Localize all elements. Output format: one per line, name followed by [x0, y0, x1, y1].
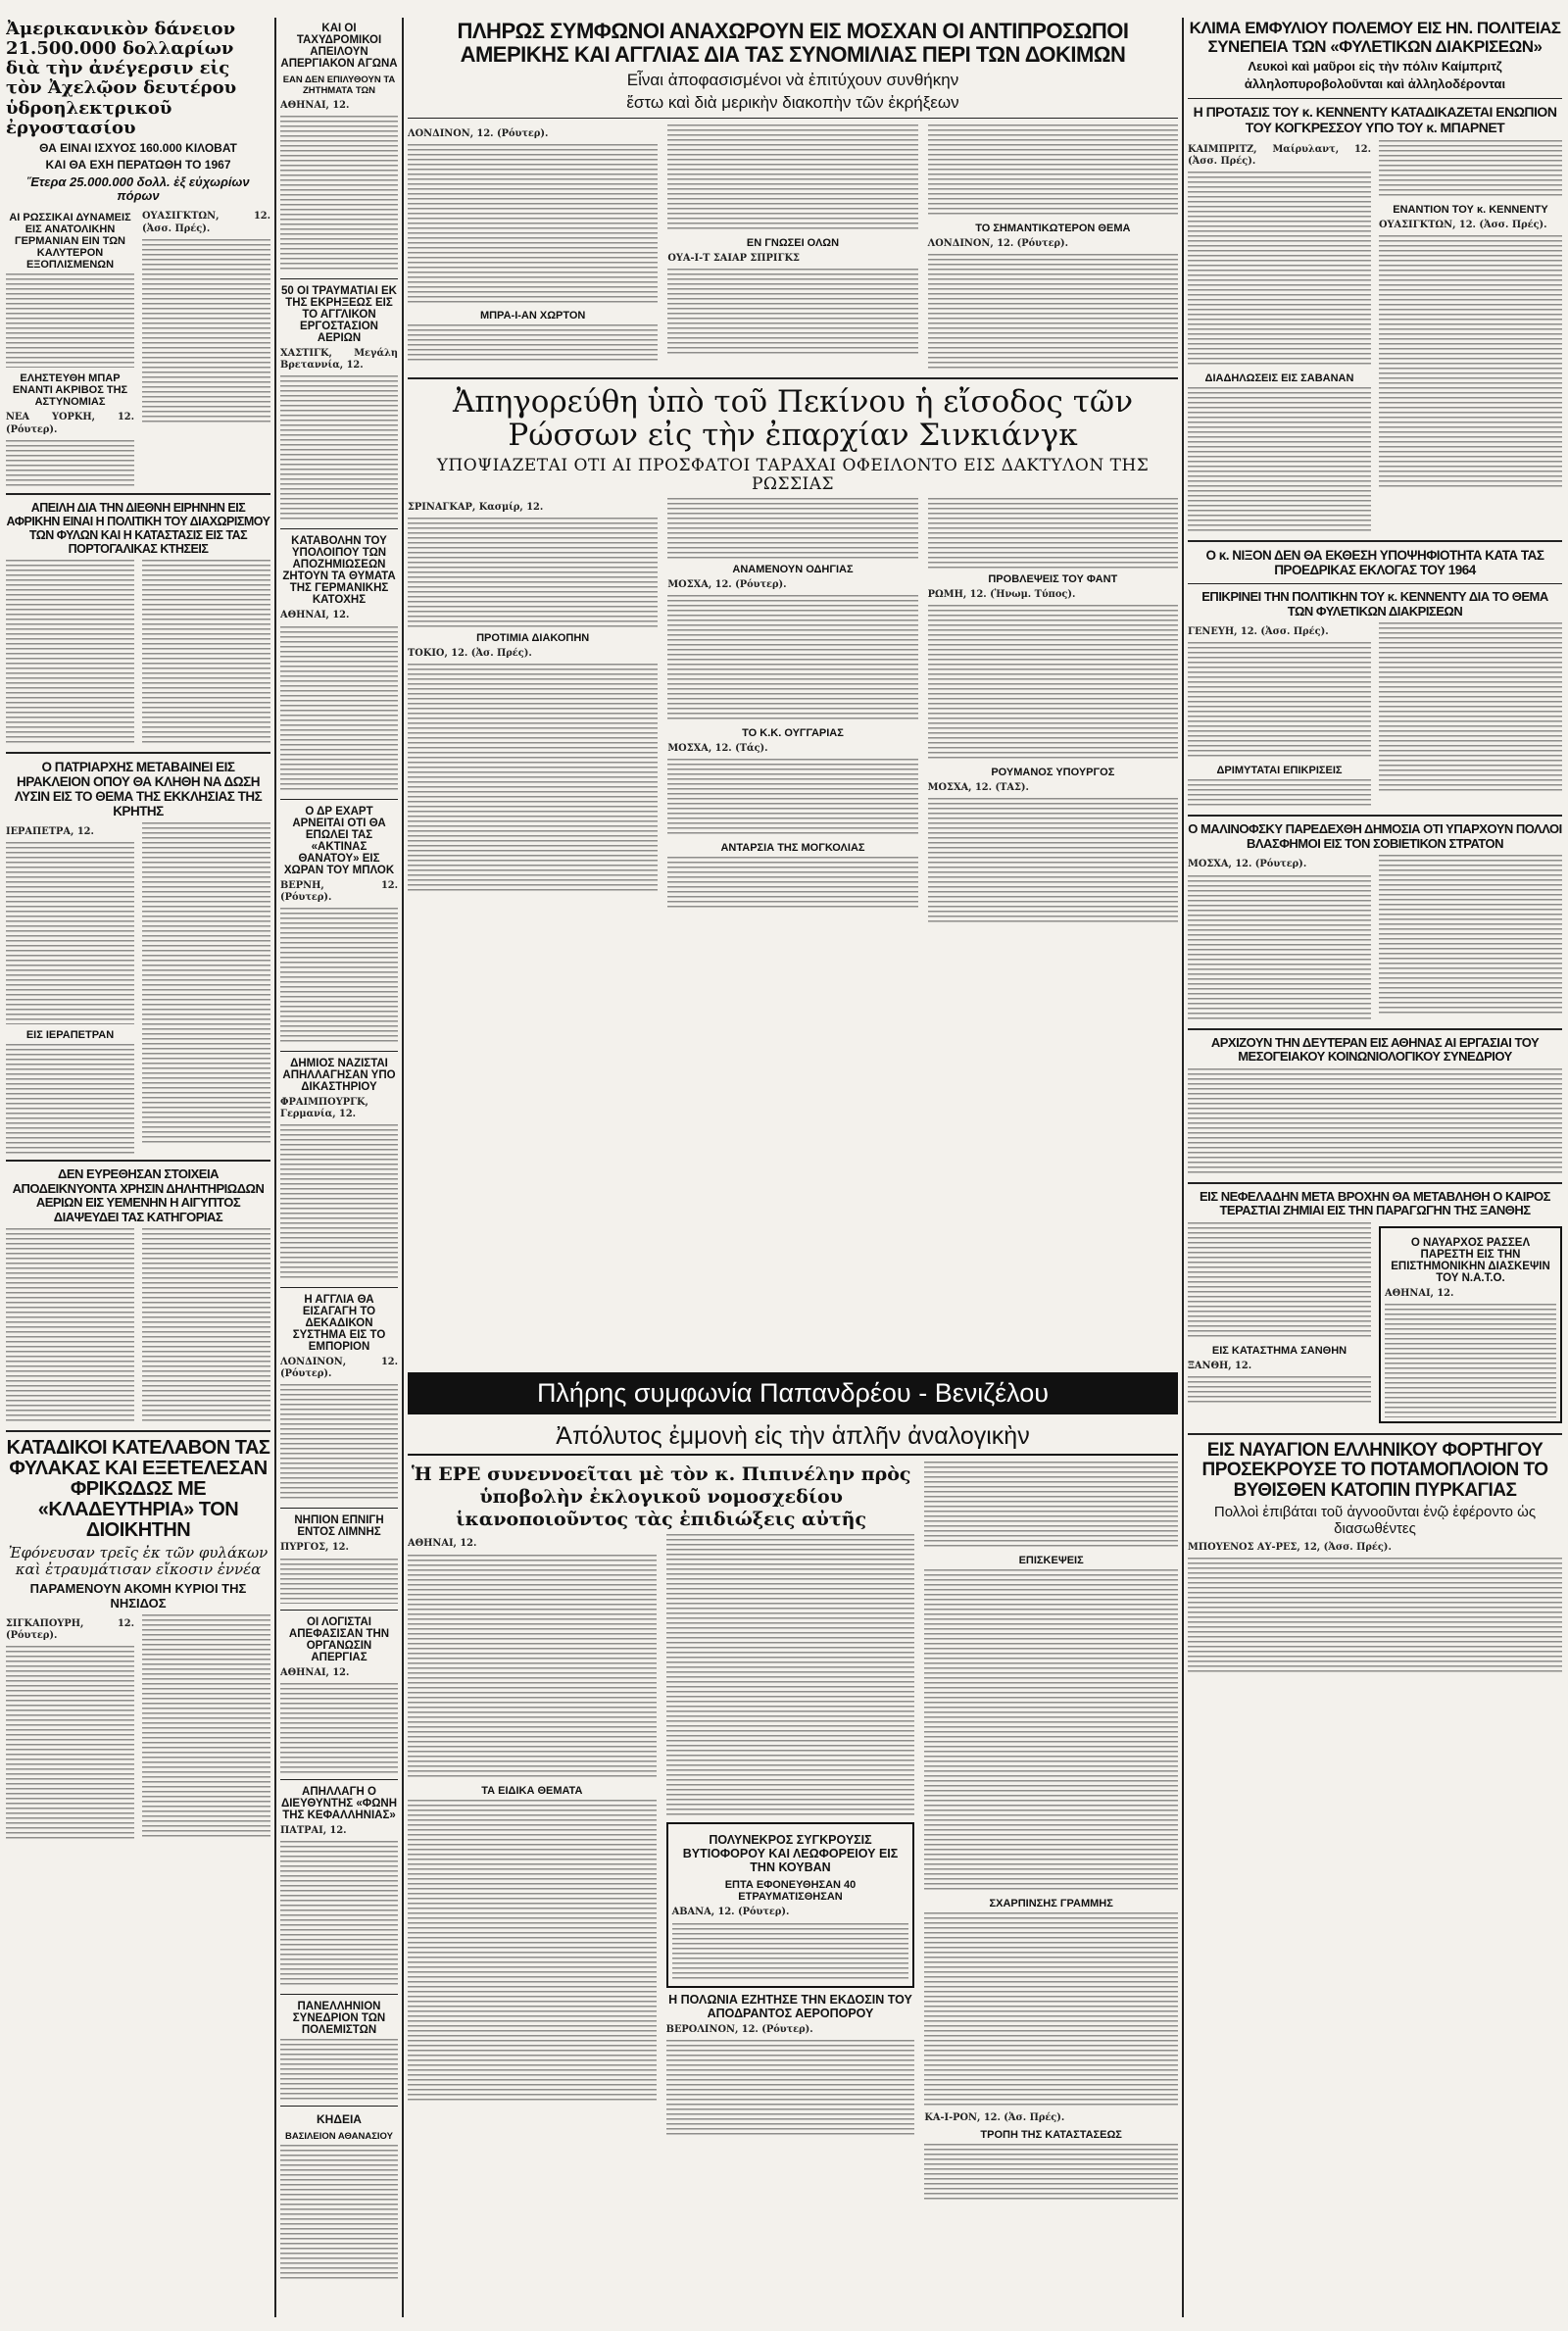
lead-subhead: ΘΑ ΕΙΝΑΙ ΙΣΧΥΟΣ 160.000 ΚΙΛΟΒΑΤ — [39, 140, 237, 155]
article-body — [1379, 622, 1562, 794]
article-headline: ΚΑΙ ΟΙ ΤΑΧΥΔΡΟΜΙΚΟΙ ΑΠΕΙΛΟΥΝ ΑΠΕΡΓΙΑΚΟΝ ΑΓΩΝΑ — [280, 23, 398, 70]
dateline: ΒΕΡΝΗ, 12. (Ρόυτερ). — [280, 879, 398, 903]
divider — [1188, 815, 1562, 817]
article-body — [6, 1044, 134, 1154]
dateline: ΛΟΝΔΙΝΟΝ, 12. (Ρόυτερ). — [927, 237, 1069, 249]
subheading: ΤΡΟΠΗ ΤΗΣ ΚΑΤΑΣΤΑΣΕΩΣ — [980, 2129, 1122, 2142]
article-headline: Ο ΔΡ ΕΧΑΡΤ ΑΡΝΕΙΤΑΙ ΟΤΙ ΘΑ ΕΠΩΛΕΙ ΤΑΣ «ΑΚΤΙΝΑΣ ΘΑΝΑΤΟΥ» ΕΙΣ ΧΩΡΑΝ ΤΟΥ ΜΠΛΟΚ — [283, 805, 395, 876]
main-subheadline: ἔστω καὶ διὰ μερικὴν διακοπὴν τῶν ἐκρήξεων — [626, 92, 959, 112]
subheading: ΠΡΟΒΛΕΨΕΙΣ ΤΟΥ ΦΑΝΤ — [988, 573, 1118, 586]
article-body — [667, 759, 917, 837]
dateline: ΠΥΡΓΟΣ, 12. — [280, 1542, 349, 1554]
article-body — [928, 498, 1178, 569]
article-body — [1188, 1376, 1371, 1406]
subheading: ΡΟΥΜΑΝΟΣ ΥΠΟΥΡΓΟΣ — [991, 767, 1115, 779]
article-body — [142, 560, 270, 746]
article-body — [1379, 855, 1562, 1017]
dateline: ΧΑΣΤΙΓΚ, Μεγάλη Βρεταννία, 12. — [280, 348, 398, 372]
article-body — [142, 822, 270, 1146]
divider — [280, 1779, 398, 1780]
two-column-block — [6, 1614, 270, 1842]
article-body — [280, 1841, 398, 1988]
article-body — [280, 626, 398, 793]
article-headline-large: ΚΑΤΑΔΙΚΟΙ ΚΑΤΕΛΑΒΟΝ ΤΑΣ ΦΥΛΑΚΑΣ ΚΑΙ ΕΞΕΤΕΛΕΣΑΝ ΦΡΙΚΩΔΩΣ ΜΕ «ΚΛΑΔΕΥΤΗΡΙΑ» ΤΟΝ ΔΙΟΙΚΗΤΗΝ — [6, 1437, 270, 1542]
article-body — [924, 1462, 1178, 1550]
divider — [408, 377, 1178, 379]
subheading: ΕΙΣ ΙΕΡΑΠΕΤΡΑΝ — [25, 1029, 115, 1042]
article-subheadline: Λευκοὶ καὶ μαῦροι εἰς τὴν πόλιν Καίμπριτζ — [1248, 59, 1502, 74]
dateline: ΦΡΑΙΜΠΟΥΡΓΚ, Γερμανία, 12. — [280, 1096, 368, 1119]
divider — [280, 799, 398, 800]
article-body — [408, 518, 658, 627]
dateline: ΟΥΑΣΙΓΚΤΩΝ, 12. (Ἀσσ. Πρές). — [142, 211, 270, 234]
article-body — [928, 605, 1178, 762]
article-headline-large: ΕΙΣ ΝΑΥΑΓΙΟΝ ΕΛΛΗΝΙΚΟΥ ΦΟΡΤΗΓΟΥ ΠΡΟΣΕΚΡΟΥΣΕ ΤΟ ΠΟΤΑΜΟΠΛΟΙΟΝ ΤΟ ΒΥΘΙΣΘΕΝ ΚΑΤΟΠΙΝ ΠΥΡΚΑΓΙΑΣ — [1201, 1439, 1548, 1501]
main-subheadline: Εἶναι ἀποφασισμένοι νὰ ἐπιτύχουν συνθήκην — [626, 70, 959, 89]
article-headline: Η ΠΡΟΤΑΣΙΣ ΤΟΥ κ. ΚΕΝΝΕΝΤΥ ΚΑΤΑΔΙΚΑΖΕΤΑΙ ΕΝΩΠΙΟΝ ΤΟΥ ΚΟΓΚΡΕΣΣΟΥ ΥΠΟ ΤΟΥ κ. ΜΠΑΡΝΕΤ — [1193, 104, 1557, 135]
article-body — [1379, 235, 1562, 490]
divider — [1188, 540, 1562, 542]
article-body — [6, 1228, 134, 1424]
article-body — [280, 116, 398, 273]
papandreou-headline: Πλήρης συμφωνία Παπανδρέου - Βενιζέλου — [408, 1372, 1178, 1414]
dateline: ΛΟΝΔΙΝΟΝ, 12. (Ρόυτερ). — [408, 127, 549, 139]
dateline: ΜΟΣΧΑ, 12. (ΤΑΣ). — [927, 782, 1029, 794]
divider — [1188, 583, 1562, 584]
divider — [280, 1994, 398, 1995]
article-headline: Ο ΠΑΤΡΙΑΡΧΗΣ ΜΕΤΑΒΑΙΝΕΙ ΕΙΣ ΗΡΑΚΛΕΙΟΝ ΟΠΟΥ ΘΑ ΚΛΗΘΗ ΝΑ ΔΩΣΗ ΛΥΣΙΝ ΕΙΣ ΤΟ ΘΕΜΑ ΤΗΣ ΕΚΚΛΗΣΙΑΣ ΤΗΣ ΚΡΗΤΗΣ — [14, 759, 263, 819]
column-rule — [1182, 18, 1184, 2317]
divider — [280, 2106, 398, 2107]
dateline: ΓΕΝΕΥΗ, 12. (Ἀσσ. Πρές). — [1188, 626, 1329, 638]
article-body — [6, 1646, 134, 1842]
article-columns — [408, 1462, 1178, 2203]
article-body — [928, 124, 1178, 218]
dateline: ΠΑΤΡΑΙ, 12. — [280, 1824, 347, 1836]
article-headline: ΚΗΔΕΙΑ — [317, 2111, 362, 2126]
divider — [6, 1160, 270, 1162]
two-column-block — [1188, 1222, 1562, 1427]
dateline: ΤΟΚΙΟ, 12. (Ἀσ. Πρές). — [408, 648, 532, 660]
dateline: ΜΠΟΥΕΝΟΣ ΑΥ-ΡΕΣ, 12, (Ἀσσ. Πρές). — [1188, 1542, 1392, 1554]
article-kicker: ΕΛΗΣΤΕΥΘΗ ΜΠΑΡ ΕΝΑΝΤΙ ΑΚΡΙΒΟΣ ΤΗΣ ΑΣΤΥΝΟΜΙΑΣ — [12, 372, 128, 409]
article-body — [924, 2144, 1178, 2203]
peking-subheadline: ΥΠΟΨΙΑΖΕΤΑΙ ΟΤΙ ΑΙ ΠΡΟΣΦΑΤΟΙ ΤΑΡΑΧΑΙ ΟΦΕΙΛΟΝΤΟ ΕΙΣ ΔΑΚΤΥΛΟΝ ΤΗΣ ΡΩΣΣΙΑΣ — [436, 456, 1150, 495]
papandreou-subheadline: Ἀπόλυτος ἐμμονὴ εἰς τὴν ἁπλῆν ἀναλογικὴν — [408, 1422, 1178, 1456]
two-column-block — [6, 1228, 270, 1424]
dateline: ΣΡΙΝΑΓΚΑΡ, Κασμίρ, 12. — [408, 502, 544, 514]
article-body — [6, 560, 134, 746]
ere-headline: Ἡ ΕΡΕ συνεννοεῖται μὲ τὸν κ. Πιπινέλην πρὸς ὑποβολὴν ἐκλογικοῦ νομοσχεδίου ἱκανοποιοῦντος τὰς ἐπιδιώξεις αὐτῆς — [411, 1463, 911, 1530]
article-body — [6, 273, 134, 368]
article-body — [1188, 387, 1371, 534]
subheading: ΤΟ Κ.Κ. ΟΥΓΓΑΡΙΑΣ — [742, 727, 844, 740]
article-body — [1188, 875, 1371, 1022]
column-1 — [6, 18, 270, 2317]
subheading: ΜΠΡΑ-Ι-ΑΝ ΧΩΡΤΟΝ — [479, 309, 586, 322]
middle-section — [408, 18, 1178, 1400]
dateline: ΜΟΣΧΑ, 12. (Τάς). — [667, 743, 768, 755]
divider — [280, 1508, 398, 1509]
article-body — [280, 2039, 398, 2100]
cuba-box — [666, 1822, 915, 1987]
article-body — [928, 798, 1178, 923]
dateline: ΣΙΓΚΑΠΟΥΡΗ, 12. (Ρόυτερ). — [6, 1617, 134, 1642]
subheading: ΔΡΙΜΥΤΑΤΑΙ ΕΠΙΚΡΙΣΕΙΣ — [1216, 765, 1343, 777]
article-headline: ΔΕΝ ΕΥΡΕΘΗΣΑΝ ΣΤΟΙΧΕΙΑ ΑΠΟΔΕΙΚΝΥΟΝΤΑ ΧΡΗΣΙΝ ΔΗΛΗΤΗΡΙΩΔΩΝ ΑΕΡΙΩΝ ΕΙΣ ΥΕΜΕΝΗΝ Η ΑΙΓΥΠΤΟΣ ΔΙΑΨΕΥΔΕΙ ΤΑΣ ΚΑΤΗΓΟΡΙΑΣ — [12, 1166, 265, 1224]
dateline: ΑΘΗΝΑΙ, 12. — [1385, 1287, 1454, 1299]
article-body — [1379, 140, 1562, 199]
divider — [280, 1610, 398, 1611]
article-body — [1188, 642, 1371, 760]
column-rule — [402, 18, 404, 2317]
article-body — [924, 1912, 1178, 2108]
article-body — [408, 1800, 657, 2104]
dateline: ΑΘΗΝΑΙ, 12. — [280, 610, 350, 621]
article-body — [1188, 1068, 1562, 1176]
column-2 — [280, 18, 398, 2317]
article-headline: Ο ΝΑΥΑΡΧΟΣ ΡΑΣΣΕΛ ΠΑΡΕΣΤΗ ΕΙΣ ΤΗΝ ΕΠΙΣΤΗΜΟΝΙΚΗΝ ΔΙΑΣΚΕΨΙΝ ΤΟΥ Ν.Α.Τ.Ο. — [1391, 1236, 1550, 1284]
dateline: ΑΘΗΝΑΙ, 12. — [280, 1666, 350, 1678]
two-column-block — [6, 207, 270, 486]
subheading: ΑΝΤΑΡΣΙΑ ΤΗΣ ΜΟΓΚΟΛΙΑΣ — [720, 842, 865, 855]
article-body — [1188, 1222, 1371, 1340]
divider — [6, 493, 270, 495]
article-headline: ΑΠΕΙΛΗ ΔΙΑ ΤΗΝ ΔΙΕΘΝΗ ΕΙΡΗΝΗΝ ΕΙΣ ΑΦΡΙΚΗΝ ΕΙΝΑΙ Η ΠΟΛΙΤΙΚΗ ΤΟΥ ΔΙΑΧΩΡΙΣΜΟΥ ΤΩΝ ΦΥΛΩΝ ΚΑΙ Η ΚΑΤΑΣΤΑΣΙΣ ΕΙΣ ΤΑΣ ΠΟΡΤΟΓΑΛΙΚΑΣ ΚΤΗΣΕΙΣ — [6, 500, 270, 556]
article-body — [142, 1228, 270, 1424]
article-body — [667, 857, 917, 910]
dateline: ΛΟΝΔΙΝΟΝ, 12. (Ρόυτερ). — [280, 1357, 398, 1380]
article-headline: ΟΙ ΛΟΓΙΣΤΑΙ ΑΠΕΦΑΣΙΣΑΝ ΤΗΝ ΟΡΓΑΝΩΣΙΝ ΑΠΕΡΓΙΑΣ — [288, 1615, 390, 1663]
article-columns — [408, 1534, 914, 2137]
dateline: ΞΑΝΘΗ, 12. — [1188, 1360, 1252, 1371]
article-headline: 50 ΟΙ ΤΡΑΥΜΑΤΙΑΙ ΕΚ ΤΗΣ ΕΚΡΗΞΕΩΣ ΕΙΣ ΤΟ ΑΓΓΛΙΚΟΝ ΕΡΓΟΣΤΑΣΙΟΝ ΑΕΡΙΩΝ — [281, 285, 397, 345]
article-headline: ΠΟΛΥΝΕΚΡΟΣ ΣΥΓΚΡΟΥΣΙΣ ΒΥΤΙΟΦΟΡΟΥ ΚΑΙ ΛΕΩΦΟΡΕΙΟΥ ΕΙΣ ΤΗΝ ΚΟΥΒΑΝ — [682, 1833, 899, 1875]
subheading: ΕΙΣ ΚΑΤΑΣΤΗΜΑ ΣΑΝΘΗΝ — [1211, 1344, 1348, 1357]
dateline: ΒΕΡΟΛΙΝΟΝ, 12. (Ρόυτερ). — [665, 2023, 813, 2035]
article-body — [142, 1614, 270, 1840]
article-subheadline: Ἐφόνευσαν τρεῖς ἐκ τῶν φυλάκων καὶ ἐτραυμάτισαν εἴκοσιν ἐννέα — [8, 1544, 269, 1579]
column-rule — [274, 18, 276, 2317]
article-body — [1385, 1304, 1556, 1417]
article-body — [408, 324, 658, 362]
article-subheadline: ΕΠΤΑ ΕΦΟΝΕΥΘΗΣΑΝ 40 ΕΤΡΑΥΜΑΤΙΣΘΗΣΑΝ — [724, 1879, 857, 1904]
subheading: ΑΝΑΜΕΝΟΥΝ ΟΔΗΓΙΑΣ — [732, 564, 854, 576]
subheading: ΕΠΙΣΚΕΨΕΙΣ — [1018, 1555, 1084, 1566]
subheading: ΔΙΑΔΗΛΩΣΕΙΣ ΕΙΣ ΣΑΒΑΝΑΝ — [1204, 372, 1354, 384]
article-body — [280, 908, 398, 1045]
column-right — [1188, 18, 1562, 2317]
article-body — [928, 254, 1178, 372]
dateline: ΙΕΡΑΠΕΤΡΑ, 12. — [6, 826, 94, 838]
article-kicker: ΑΙ ΡΩΣΣΙΚΑΙ ΔΥΝΑΜΕΙΣ ΕΙΣ ΑΝΑΤΟΛΙΚΗΝ ΓΕΡΜΑΝΙΑΝ ΕΙΝ ΤΩΝ ΚΑΛΥΤΕΡΟΝ ΕΞΟΠΛΙΣΜΕΝΩΝ — [9, 212, 131, 272]
article-body — [924, 1569, 1178, 1893]
subheading: ΕΝΑΝΤΙΟΝ ΤΟΥ κ. ΚΕΝΝΕΝΤΥ — [1393, 203, 1548, 216]
article-body — [1188, 172, 1371, 368]
article-body — [6, 842, 134, 1024]
article-headline: ΚΑΤΑΒΟΛΗΝ ΤΟΥ ΥΠΟΛΟΙΠΟΥ ΤΩΝ ΑΠΟΖΗΜΙΩΣΕΩΝ ΖΗΤΟΥΝ ΤΑ ΘΥΜΑΤΑ ΤΗΣ ΓΕΡΜΑΝΙΚΗΣ ΚΑΤΟΧΗΣ — [282, 535, 396, 607]
article-headline: Ο ΜΑΛΙΝΟΦΣΚΥ ΠΑΡΕΔΕΧΘΗ ΔΗΜΟΣΙΑ ΟΤΙ ΥΠΑΡΧΟΥΝ ΠΟΛΛΟΙ ΒΛΑΣΦΗΜΟΙ ΕΙΣ ΤΟΝ ΣΟΒΙΕΤΙΚΟΝ ΣΤΡΑΤΟΝ — [1188, 821, 1562, 851]
lead-subhead: ΚΑΙ ΘΑ ΕΧΗ ΠΕΡΑΤΩΘΗ ΤΟ 1967 — [45, 157, 231, 172]
divider — [408, 118, 1178, 119]
dateline: ΟΥΑΣΙΓΚΤΩΝ, 12. (Ἀσσ. Πρές). — [1379, 219, 1547, 230]
dateline: ΝΕΑ ΥΟΡΚΗ, 12. (Ρόυτερ). — [6, 412, 134, 435]
divider — [6, 1430, 270, 1432]
article-headline: ΑΠΗΛΛΑΓΗ Ο ΔΙΕΥΘΥΝΤΗΣ «ΦΩΝΗ ΤΗΣ ΚΕΦΑΛΛΗΝΙΑΣ» — [280, 1785, 398, 1821]
article-body — [280, 1683, 398, 1773]
article-body — [280, 2145, 398, 2282]
article-body — [666, 1534, 915, 1818]
article-body — [667, 498, 917, 559]
subheading: ΤΑ ΕΙΔΙΚΑ ΘΕΜΑΤΑ — [481, 1784, 583, 1797]
article-body — [666, 2040, 915, 2138]
article-body — [142, 239, 270, 425]
article-body — [280, 1124, 398, 1281]
divider — [1188, 1182, 1562, 1184]
two-column-block — [6, 822, 270, 1154]
article-subheadline: ΕΑΝ ΔΕΝ ΕΠΙΛΥΘΟΥΝ ΤΑ ΖΗΤΗΜΑΤΑ ΤΩΝ — [282, 74, 396, 96]
divider — [1188, 1433, 1562, 1435]
divider — [280, 278, 398, 279]
subheading: ΕΝ ΓΝΩΣΕΙ ΟΛΩΝ — [746, 236, 840, 249]
article-body — [408, 664, 658, 891]
article-body — [1188, 779, 1371, 809]
article-body — [6, 440, 134, 487]
article-body — [280, 1559, 398, 1604]
article-headline: Η ΑΓΓΛΙΑ ΘΑ ΕΙΣΑΓΑΓΗ ΤΟ ΔΕΚΑΔΙΚΟΝ ΣΥΣΤΗΜΑ ΕΙΣ ΤΟ ΕΜΠΟΡΙΟΝ — [292, 1294, 386, 1354]
article-headline: Η ΠΟΛΩΝΙΑ ΕΖΗΤΗΣΕ ΤΗΝ ΕΚΔΟΣΙΝ ΤΟΥ ΑΠΟΔΡΑΝΤΟΣ ΑΕΡΟΠΟΡΟΥ — [668, 1992, 912, 2020]
article-subheadline: ΠΑΡΑΜΕΝΟΥΝ ΑΚΟΜΗ ΚΥΡΙΟΙ ΤΗΣ ΝΗΣΙΔΟΣ — [29, 1581, 247, 1611]
dateline: ΑΘΗΝΑΙ, 12. — [408, 1538, 477, 1550]
nato-box — [1379, 1226, 1562, 1423]
dateline: ΑΘΗΝΑΙ, 12. — [280, 100, 350, 111]
subheading: ΤΟ ΣΗΜΑΝΤΙΚΩΤΕΡΟΝ ΘΕΜΑ — [975, 222, 1131, 234]
article-body — [667, 269, 917, 357]
article-headline: ΔΗΜΙΟΣ ΝΑΖΙΣΤΑΙ ΑΠΗΛΛΑΓΗΣΑΝ ΥΠΟ ΔΙΚΑΣΤΗΡΙΟΥ — [282, 1057, 396, 1093]
lead-subhead: Ἕτερα 25.000.000 δολλ. ἐξ εὐχωρίων πόρων — [26, 174, 250, 204]
subheading: ΠΡΟΤΙΜΙΑ ΔΙΑΚΟΠΗΝ — [476, 632, 590, 645]
article-columns — [408, 498, 1178, 923]
main-headline: ΠΛΗΡΩΣ ΣΥΜΦΩΝΟΙ ΑΝΑΧΩΡΟΥΝ ΕΙΣ ΜΟΣΧΑΝ ΟΙ ΑΝΤΙΠΡΟΣΩΠΟΙ ΑΜΕΡΙΚΗΣ ΚΑΙ ΑΓΓΛΙΑΣ ΔΙΑ ΤΑΣ ΣΥΝΟΜΙΛΙΑΣ ΠΕΡΙ ΤΩΝ ΔΟΚΙΜΩΝ — [457, 19, 1129, 67]
dateline: ΡΩΜΗ, 12. (Ἡνωμ. Τύπος). — [927, 589, 1076, 601]
dateline: ΜΟΣΧΑ, 12. (Ρόυτερ). — [1188, 859, 1307, 870]
lead-headline: Ἀμερικανικὸν δάνειον 21.500.000 δολλαρίων διὰ τὴν ἀνέγερσιν εἰς τὸν Ἀχελῷον δευτέρου ὑδροηλεκτρικοῦ ἐργοστασίου — [6, 19, 237, 138]
article-body — [672, 1923, 909, 1982]
divider — [1188, 1028, 1562, 1030]
article-headline: Ο κ. ΝΙΞΟΝ ΔΕΝ ΘΑ ΕΚΘΕΣΗ ΥΠΟΨΗΦΙΟΤΗΤΑ ΚΑΤΑ ΤΑΣ ΠΡΟΕΔΡΙΚΑΣ ΕΚΛΟΓΑΣ ΤΟΥ 1964 — [1205, 547, 1544, 577]
article-body — [408, 144, 658, 305]
divider — [1188, 98, 1562, 99]
dateline: ΟΥΑ-Ι-Τ ΣΑΙΑΡ ΣΠΡΙΓΚΣ — [667, 252, 800, 264]
article-body — [280, 1384, 398, 1502]
divider — [280, 1287, 398, 1288]
article-headline: ΝΗΠΙΟΝ ΕΠΝΙΓΗ ΕΝΤΟΣ ΛΙΜΝΗΣ — [294, 1514, 384, 1539]
divider — [280, 1051, 398, 1052]
article-body — [667, 595, 917, 722]
peking-headline: Ἀπηγορεύθη ὑπὸ τοῦ Πεκίνου ἡ εἴσοδος τῶν Ρώσσων εἰς τὴν ἐπαρχίαν Σινκιάνγκ — [452, 383, 1134, 454]
article-headline: ΚΛΙΜΑ ΕΜΦΥΛΙΟΥ ΠΟΛΕΜΟΥ ΕΙΣ ΗΝ. ΠΟΛΙΤΕΙΑΣ ΣΥΝΕΠΕΙΑ ΤΩΝ «ΦΥΛΕΤΙΚΩΝ ΔΙΑΚΡΙΣΕΩΝ» — [1189, 19, 1561, 56]
two-column-block — [1188, 140, 1562, 534]
article-headline: ΕΠΙΚΡΙΝΕΙ ΤΗΝ ΠΟΛΙΤΙΚΗΝ ΤΟΥ κ. ΚΕΝΝΕΝΤΥ ΔΙΑ ΤΟ ΘΕΜΑ ΤΩΝ ΦΥΛΕΤΙΚΩΝ ΔΙΑΚΡΙΣΕΩΝ — [1201, 589, 1548, 619]
divider — [6, 752, 270, 754]
article-columns — [408, 124, 1178, 372]
article-headline: ΑΡΧΙΖΟΥΝ ΤΗΝ ΔΕΥΤΕΡΑΝ ΕΙΣ ΑΘΗΝΑΣ ΑΙ ΕΡΓΑΣΙΑΙ ΤΟΥ ΜΕΣΟΓΕΙΑΚΟΥ ΚΟΙΝΩΝΙΟΛΟΓΙΚΟΥ ΣΥΝΕΔΡΙΟΥ — [1210, 1034, 1540, 1065]
article-subheadline: Πολλοὶ ἐπιβάται τοῦ ἀγνοοῦνται ἐνῷ ἐφέροντο ὡς διασωθέντες — [1213, 1504, 1537, 1538]
dateline: ΜΟΣΧΑ, 12. (Ρόυτερ). — [667, 579, 787, 591]
dateline: ΚΑ-Ι-ΡΟΝ, 12. (Ἀσ. Πρές). — [924, 2112, 1065, 2123]
article-body — [408, 1555, 657, 1780]
article-headline: ΕΙΣ ΝΕΦΕΛΑΔΗΝ ΜΕΤΑ ΒΡΟΧΗΝ ΘΑ ΜΕΤΑΒΛΗΘΗ Ο ΚΑΙΡΟΣ ΤΕΡΑΣΤΙΑΙ ΖΗΜΙΑΙ ΕΙΣ ΤΗΝ ΠΑΡΑΓΩΓΗΝ ΤΗΣ ΞΑΝΘΗΣ — [1200, 1188, 1550, 1218]
dateline: ΑΒΑΝΑ, 12. (Ρόυτερ). — [671, 1907, 790, 1918]
two-column-block — [1188, 855, 1562, 1021]
article-body — [667, 124, 917, 232]
papandreou-section — [408, 1372, 1178, 2317]
article-body — [1188, 1558, 1562, 1675]
article-subheadline: ἀλληλοπυροβολοῦνται καὶ ἀλληλοδέρονται — [1244, 76, 1506, 92]
article-body — [280, 375, 398, 522]
article-headline: ΠΑΝΕΛΛΗΝΙΟΝ ΣΥΝΕΔΡΙΟΝ ΤΩΝ ΠΟΛΕΜΙΣΤΩΝ — [292, 2000, 386, 2036]
dateline: ΚΑΙΜΠΡΙΤΖ, Μαίρυλαντ, 12. (Ἀσσ. Πρές). — [1188, 143, 1371, 167]
divider — [280, 528, 398, 529]
two-column-block — [1188, 622, 1562, 809]
subheading: ΣΧΑΡΠΙΝΣΗΣ ΓΡΑΜΜΗΣ — [989, 1898, 1113, 1909]
subheading: ΒΑΣΙΛΕΙΟΝ ΑΘΑΝΑΣΙΟΥ — [284, 2130, 394, 2142]
two-column-block — [6, 560, 270, 746]
